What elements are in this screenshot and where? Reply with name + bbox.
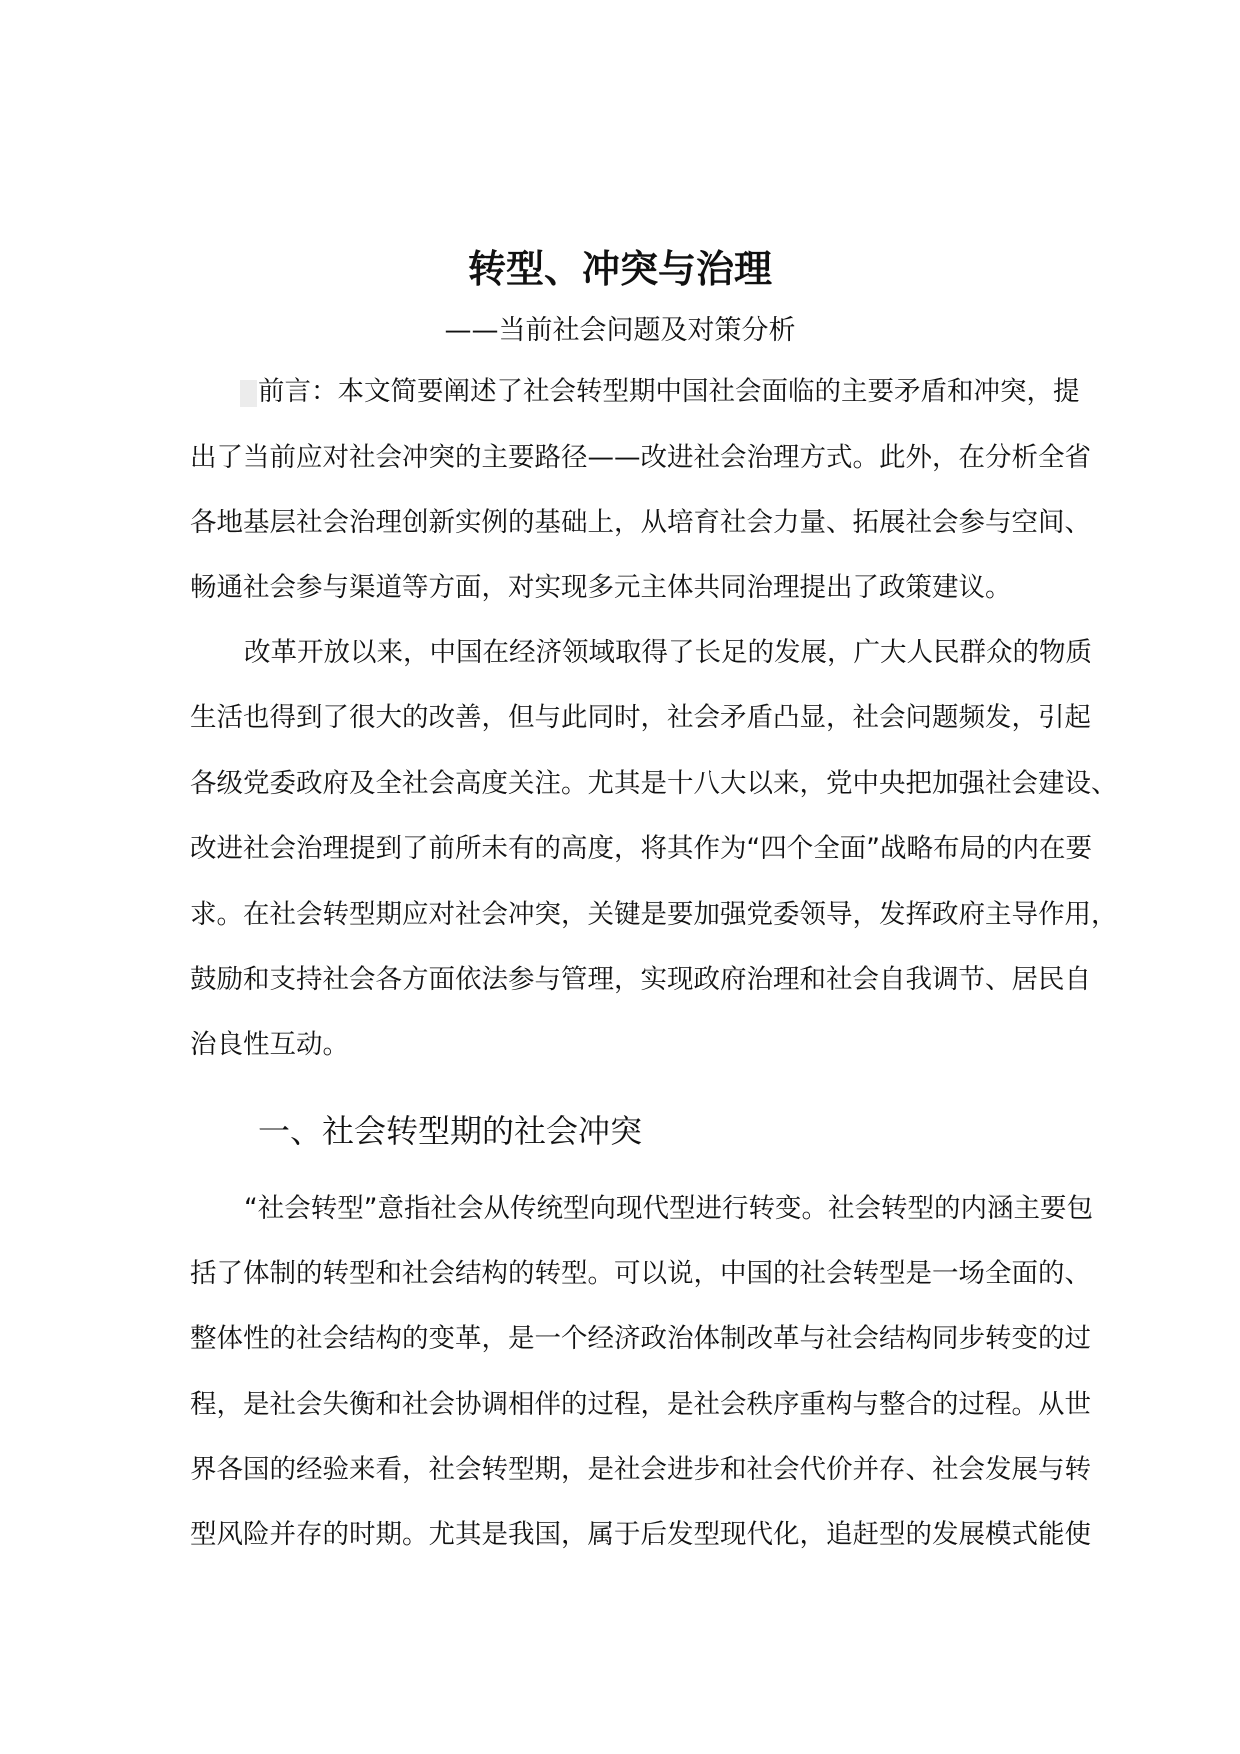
text-line: 型风险并存的时期。尤其是我国，属于后发型现代化，追赶型的发展模式能使 <box>190 1519 1091 1550</box>
text-line: 程，是社会失衡和社会协调相伴的过程，是社会秩序重构与整合的过程。从世 <box>190 1389 1091 1420</box>
text-line: “社会转型”意指社会从传统型向现代型进行转变。社会转型的内涵主要包 <box>244 1193 1093 1224</box>
section-heading: 一、社会转型期的社会冲突 <box>258 1112 643 1150</box>
text-line: 治良性互动。 <box>190 1029 349 1060</box>
text-line: 改进社会治理提到了前所未有的高度，将其作为“四个全面”战略布局的内在要 <box>190 833 1092 864</box>
document-subtitle: ——当前社会问题及对策分析 <box>444 315 796 346</box>
text-cursor-highlight <box>240 380 257 407</box>
text-line: 畅通社会参与渠道等方面，对实现多元主体共同治理提出了政策建议。 <box>190 572 1012 603</box>
text-line: 改革开放以来，中国在经济领域取得了长足的发展，广大人民群众的物质 <box>244 637 1092 668</box>
text-line: 界各国的经验来看，社会转型期，是社会进步和社会代价并存、社会发展与转 <box>190 1454 1091 1485</box>
text-line: 整体性的社会结构的变革，是一个经济政治体制改革与社会结构同步转变的过 <box>190 1323 1091 1354</box>
text-line: 各级党委政府及全社会高度关注。尤其是十八大以来，党中央把加强社会建设、 <box>190 768 1118 799</box>
document-title: 转型、冲突与治理 <box>467 247 772 291</box>
text-line: 求。在社会转型期应对社会冲突，关键是要加强党委领导，发挥政府主导作用， <box>190 899 1118 930</box>
text-line: 出了当前应对社会冲突的主要路径——改进社会治理方式。此外，在分析全省 <box>190 442 1091 473</box>
text-line: 生活也得到了很大的改善，但与此同时，社会矛盾凸显，社会问题频发，引起 <box>190 702 1091 733</box>
text-line: 各地基层社会治理创新实例的基础上，从培育社会力量、拓展社会参与空间、 <box>190 507 1091 538</box>
text-line: 括了体制的转型和社会结构的转型。可以说，中国的社会转型是一场全面的、 <box>190 1258 1091 1289</box>
text-line: 前言：本文简要阐述了社会转型期中国社会面临的主要矛盾和冲突，提 <box>258 376 1080 407</box>
text-line: 鼓励和支持社会各方面依法参与管理，实现政府治理和社会自我调节、居民自 <box>190 964 1091 995</box>
